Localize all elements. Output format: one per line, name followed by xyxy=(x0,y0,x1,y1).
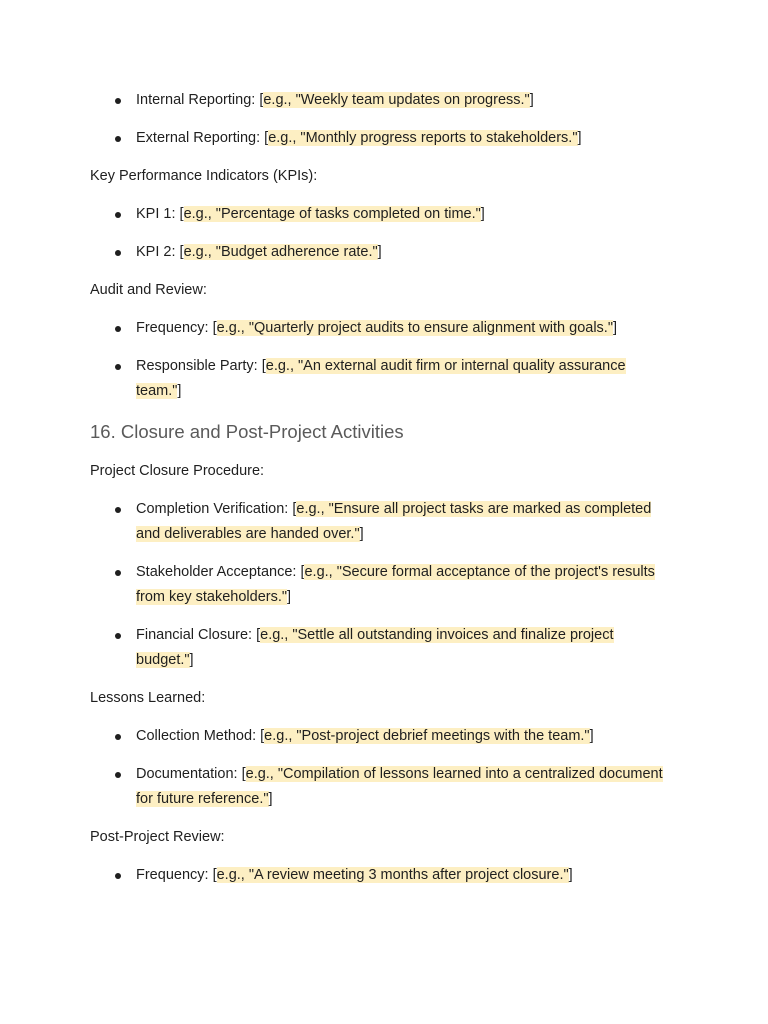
item-label: Frequency: xyxy=(136,867,209,883)
item-label: KPI 2: xyxy=(136,244,176,260)
bullet-icon xyxy=(115,326,121,332)
bullet-icon xyxy=(115,633,121,639)
list-item: External Reporting: [e.g., "Monthly progress reports to stakeholders."] xyxy=(90,126,670,151)
item-example: e.g., "Monthly progress reports to stakeholders." xyxy=(268,130,578,146)
list-item: Financial Closure: [e.g., "Settle all outstanding invoices and finalize project budget."] xyxy=(90,623,670,673)
bullet-icon xyxy=(115,250,121,256)
bullet-icon xyxy=(115,136,121,142)
kpi-title: Key Performance Indicators (KPIs): xyxy=(90,168,318,184)
item-example: e.g., "Weekly team updates on progress." xyxy=(263,92,530,108)
item-example: e.g., "Settle all outstanding invoices and finalize project budget." xyxy=(136,627,614,668)
list-item: Internal Reporting: [e.g., "Weekly team updates on progress."] xyxy=(90,88,670,113)
item-label: Collection Method: xyxy=(136,728,257,744)
item-example: e.g., "An external audit firm or internal quality assurance team." xyxy=(136,358,626,399)
list-item: Documentation: [e.g., "Compilation of lessons learned into a centralized document for future reference."] xyxy=(90,762,670,812)
bullet-icon xyxy=(115,364,121,370)
item-label: Documentation: xyxy=(136,766,238,782)
audit-list xyxy=(90,316,670,404)
procedure-title: Project Closure Procedure: xyxy=(90,463,265,479)
item-label: Completion Verification: xyxy=(136,501,289,517)
item-example: e.g., "Quarterly project audits to ensure alignment with goals." xyxy=(216,320,613,336)
lessons-title: Lessons Learned: xyxy=(90,690,206,706)
item-label: Stakeholder Acceptance: xyxy=(136,564,297,580)
review-title: Post-Project Review: xyxy=(90,829,225,845)
item-label: Frequency: xyxy=(136,320,209,336)
item-label: Financial Closure: xyxy=(136,627,253,643)
item-example: e.g., "Compilation of lessons learned into a centralized document for future reference." xyxy=(136,766,663,807)
list-item: Frequency: [e.g., "Quarterly project audits to ensure alignment with goals."] xyxy=(90,316,670,341)
item-label: External Reporting: xyxy=(136,130,261,146)
list-item: Completion Verification: [e.g., "Ensure all project tasks are marked as completed and deliverables are handed over."] xyxy=(90,497,670,547)
audit-title: Audit and Review: xyxy=(90,282,207,298)
item-example: e.g., "Secure formal acceptance of the project's results from key stakeholders." xyxy=(136,564,655,605)
review-list xyxy=(90,863,670,888)
list-item: Stakeholder Acceptance: [e.g., "Secure formal acceptance of the project's results from key stakeholders."] xyxy=(90,560,670,610)
bullet-icon xyxy=(115,772,121,778)
item-example: e.g., "A review meeting 3 months after project closure." xyxy=(216,867,569,883)
bullet-icon xyxy=(115,873,121,879)
list-item: KPI 1: [e.g., "Percentage of tasks completed on time."] xyxy=(90,202,670,227)
section-heading: 16. Closure and Post-Project Activities xyxy=(90,421,404,442)
document-body xyxy=(90,88,670,901)
list-item: Responsible Party: [e.g., "An external audit firm or internal quality assurance team."] xyxy=(90,354,670,404)
item-example: e.g., "Post-project debrief meetings with the team." xyxy=(264,728,590,744)
item-label: KPI 1: xyxy=(136,206,176,222)
bullet-icon xyxy=(115,507,121,513)
kpi-list xyxy=(90,202,670,265)
item-example: e.g., "Budget adherence rate." xyxy=(183,244,378,260)
reporting-list xyxy=(90,88,670,151)
bullet-icon xyxy=(115,570,121,576)
list-item: Frequency: [e.g., "A review meeting 3 months after project closure."] xyxy=(90,863,670,888)
list-item: KPI 2: [e.g., "Budget adherence rate."] xyxy=(90,240,670,265)
list-item: Collection Method: [e.g., "Post-project debrief meetings with the team."] xyxy=(90,724,670,749)
item-example: e.g., "Ensure all project tasks are marked as completed and deliverables are handed over." xyxy=(136,501,652,542)
lessons-list xyxy=(90,724,670,812)
item-label: Responsible Party: xyxy=(136,358,258,374)
bullet-icon xyxy=(115,212,121,218)
bullet-icon xyxy=(115,98,121,104)
item-example: e.g., "Percentage of tasks completed on time." xyxy=(183,206,481,222)
procedure-list xyxy=(90,497,670,673)
item-label: Internal Reporting: xyxy=(136,92,256,108)
bullet-icon xyxy=(115,734,121,740)
